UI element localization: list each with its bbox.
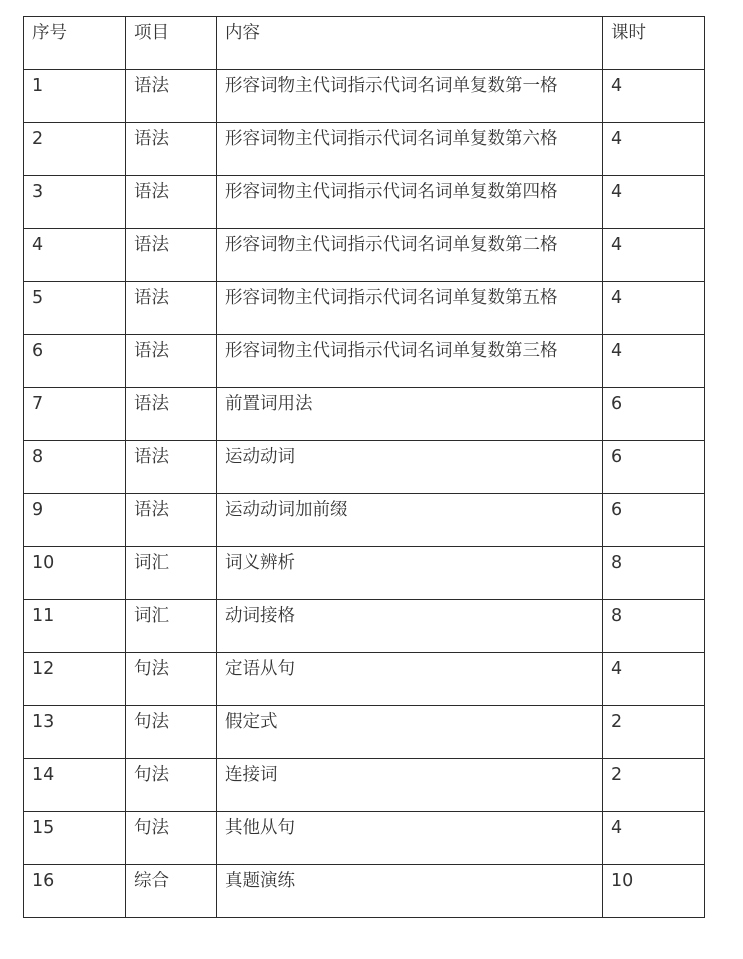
cell-no: 9	[24, 494, 126, 547]
table-row	[24, 865, 705, 918]
cell-hours: 2	[603, 759, 705, 812]
cell-hours: 4	[603, 812, 705, 865]
table-row	[24, 547, 705, 600]
cell-no: 10	[24, 547, 126, 600]
cell-content: 形容词物主代词指示代词名词单复数第六格	[217, 123, 603, 176]
table-row	[24, 176, 705, 229]
cell-no: 4	[24, 229, 126, 282]
cell-no: 3	[24, 176, 126, 229]
cell-content: 运动动词加前缀	[217, 494, 603, 547]
cell-item: 语法	[126, 282, 217, 335]
cell-item: 语法	[126, 123, 217, 176]
cell-no: 13	[24, 706, 126, 759]
cell-no: 6	[24, 335, 126, 388]
header-item: 项目	[126, 17, 217, 70]
cell-no: 14	[24, 759, 126, 812]
cell-content: 词义辨析	[217, 547, 603, 600]
cell-item: 词汇	[126, 600, 217, 653]
cell-content: 运动动词	[217, 441, 603, 494]
cell-content: 真题演练	[217, 865, 603, 918]
cell-hours: 4	[603, 282, 705, 335]
cell-item: 语法	[126, 70, 217, 123]
cell-content: 形容词物主代词指示代词名词单复数第二格	[217, 229, 603, 282]
cell-hours: 8	[603, 547, 705, 600]
cell-item: 语法	[126, 335, 217, 388]
cell-content: 其他从句	[217, 812, 603, 865]
cell-hours: 4	[603, 176, 705, 229]
cell-no: 8	[24, 441, 126, 494]
cell-hours: 4	[603, 123, 705, 176]
table-row	[24, 812, 705, 865]
cell-no: 16	[24, 865, 126, 918]
cell-no: 5	[24, 282, 126, 335]
table-row	[24, 600, 705, 653]
cell-item: 语法	[126, 494, 217, 547]
header-hours: 课时	[603, 17, 705, 70]
cell-content: 定语从句	[217, 653, 603, 706]
cell-hours: 6	[603, 441, 705, 494]
cell-item: 句法	[126, 812, 217, 865]
cell-no: 15	[24, 812, 126, 865]
cell-content: 连接词	[217, 759, 603, 812]
table-row	[24, 653, 705, 706]
table-header	[24, 17, 705, 70]
course-schedule-table	[23, 16, 705, 918]
cell-item: 语法	[126, 388, 217, 441]
cell-no: 1	[24, 70, 126, 123]
header-content: 内容	[217, 17, 603, 70]
table-row	[24, 229, 705, 282]
table-row	[24, 388, 705, 441]
cell-hours: 4	[603, 229, 705, 282]
cell-item: 语法	[126, 441, 217, 494]
table-row	[24, 123, 705, 176]
cell-no: 7	[24, 388, 126, 441]
header-row	[24, 17, 705, 70]
table-row	[24, 759, 705, 812]
cell-item: 语法	[126, 229, 217, 282]
cell-hours: 6	[603, 494, 705, 547]
header-no: 序号	[24, 17, 126, 70]
table-row	[24, 441, 705, 494]
cell-content: 假定式	[217, 706, 603, 759]
cell-content: 动词接格	[217, 600, 603, 653]
table-row	[24, 494, 705, 547]
cell-item: 句法	[126, 759, 217, 812]
cell-hours: 6	[603, 388, 705, 441]
table-row	[24, 70, 705, 123]
cell-item: 词汇	[126, 547, 217, 600]
cell-content: 形容词物主代词指示代词名词单复数第五格	[217, 282, 603, 335]
cell-hours: 10	[603, 865, 705, 918]
cell-content: 形容词物主代词指示代词名词单复数第三格	[217, 335, 603, 388]
cell-item: 句法	[126, 653, 217, 706]
cell-hours: 8	[603, 600, 705, 653]
cell-no: 2	[24, 123, 126, 176]
table-row	[24, 335, 705, 388]
cell-content: 前置词用法	[217, 388, 603, 441]
cell-item: 句法	[126, 706, 217, 759]
table-row	[24, 282, 705, 335]
cell-content: 形容词物主代词指示代词名词单复数第一格	[217, 70, 603, 123]
table-row	[24, 706, 705, 759]
cell-hours: 4	[603, 70, 705, 123]
table-body	[24, 70, 705, 918]
cell-item: 综合	[126, 865, 217, 918]
cell-no: 11	[24, 600, 126, 653]
cell-hours: 4	[603, 653, 705, 706]
cell-hours: 4	[603, 335, 705, 388]
cell-content: 形容词物主代词指示代词名词单复数第四格	[217, 176, 603, 229]
cell-no: 12	[24, 653, 126, 706]
cell-hours: 2	[603, 706, 705, 759]
cell-item: 语法	[126, 176, 217, 229]
